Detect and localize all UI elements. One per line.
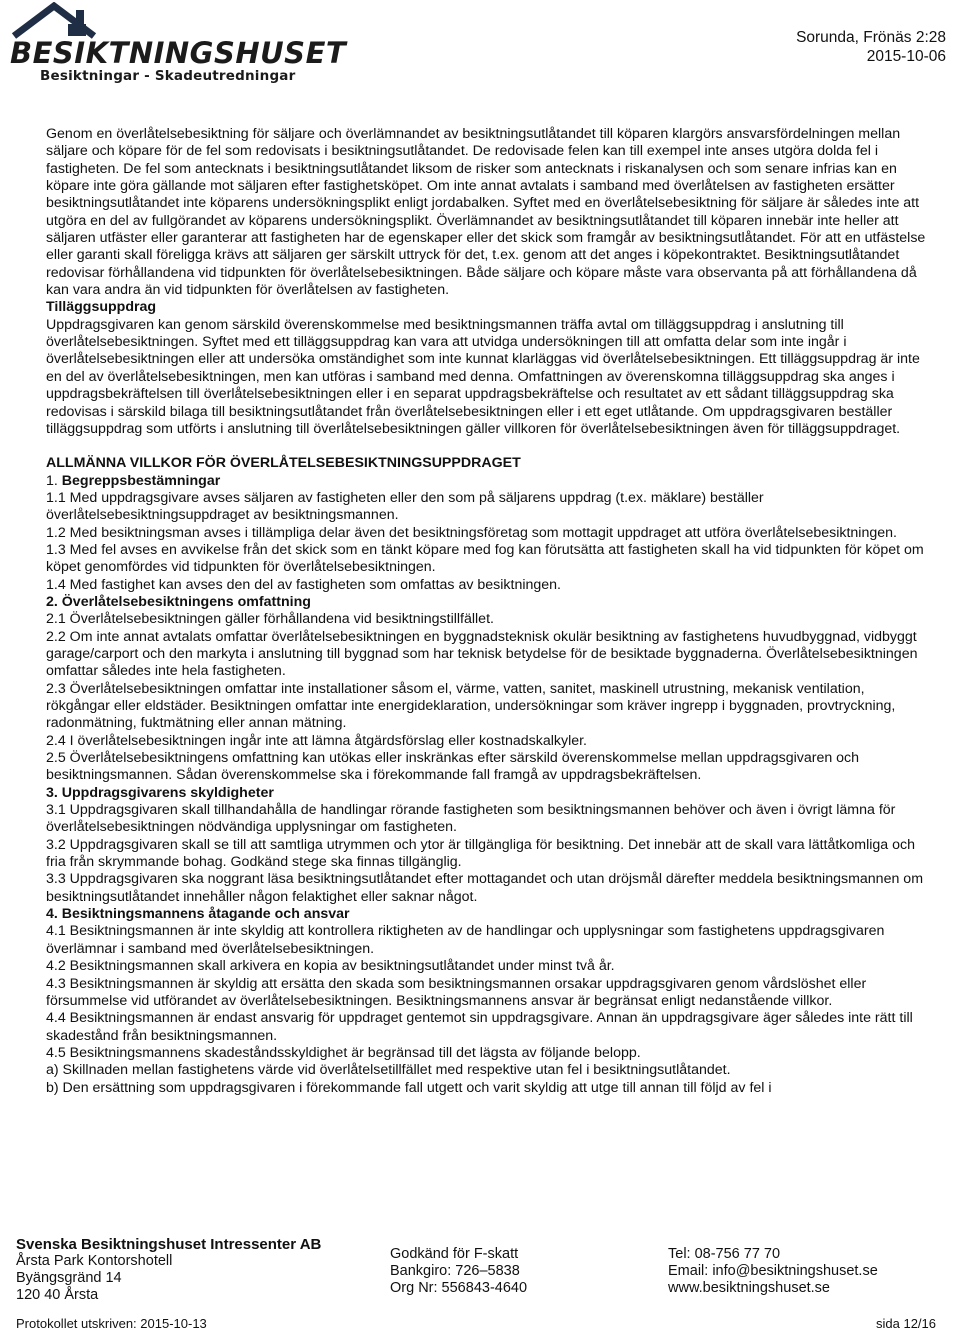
footer-address-line-2: Byängsgränd 14	[16, 1270, 122, 1286]
footer-registration-block	[390, 1246, 527, 1297]
clause-4-3: 4.3 Besiktningsmannen är skyldig att ersätta den skada som besiktningsmannen orsakar uppdragsgivaren genom vårdslöshet eller försummelse vid utförandet av överlåtelsebesiktningen. Besiktningsmannens ansvar är begränsat enligt nedanstående villkor.	[46, 975, 867, 1009]
clause-1-2: 1.2 Med besiktningsman avses i tillämpliga delar även det besiktningsföretag som mottagit uppdraget att utföra överlåtelsebesiktningen.	[46, 524, 897, 541]
clause-4-2: 4.2 Besiktningsmannen skall arkivera en kopia av besiktningsutlåtandet under minst två år.	[46, 958, 615, 975]
clause-2-1: 2.1 Överlåtelsebesiktningen gäller förhållandena vid besiktningstillfället.	[46, 611, 494, 628]
clause-4-5-b: b) Den ersättning som uppdragsgivaren i förekommande fall utgett och varit skyldig att utge till annan till följd av fel i	[46, 1079, 772, 1096]
company-logo	[6, 2, 347, 88]
clause-4-1: 4.1 Besiktningsmannen är inte skyldig att kontrollera riktigheten av de handlingar och upplysningar som fastighetens uppdragsgivaren överlämnar i samband med överlåtelsebesiktningen.	[46, 923, 885, 957]
intro-paragraph: Genom en överlåtelsebesiktning för säljare och överlämnandet av besiktningsutlåtandet till köparen klargörs ansvarsfördelningen mellan säljare och köpare för de fel som redovisats i besiktningsutlåtandet. De redovisade felen kan till exempel inte anses utgöra dolda fel i fastigheten. De fel som antecknats i besiktningsutlåtandet liksom de risker som antecknats i riskanalysen och som senare infrias kan en köpare inte göra gällande mot säljaren efter fastighetsköpet. Om inte annat avtalats i samband med överlåtelsen av fastigheten ersätter besiktningsutlåtandet inte köparens undersökningsplikt enligt jordabalken. Syftet med en överlåtelsebesiktning för säljare är således inte att utgöra en del av fullgörandet av köparens undersökningsplikt. Överlämnandet av besiktningsutlåtandet till köparen innebär inte heller att säljaren utfäster eller garanterar att fastigheten har de egenskaper eller det skick som framgår av besiktningsutlåtandet. För att en utfästelse eller garanti skall föreligga krävs att säljaren ger särskilt uttryck för det, t.ex. genom att det anges i köpekontraktet. Besiktningsutlåtandet redovisar förhållandena vid tidpunkten för överlåtelsebesiktningen. Både säljare och köpare måste vara observanta på att förhållandena då kan vara andra än vid tidpunkten för överlåtelsen av fastigheten.	[46, 126, 926, 299]
footer-orgnr: Org Nr: 556843-4640	[390, 1280, 528, 1296]
clause-2-3: 2.3 Överlåtelsebesiktningen omfattar inte installationer såsom el, värme, vatten, sanitet, maskinell utrustning, mekanisk ventilation, rökgångar eller eldstäder. Besiktningen omfattar inte energideklaration, undersökningar som kräver ingrepp i byggnaden, provtryckning, radonmätning, fuktmätning eller annan mätning.	[46, 680, 896, 732]
footer-bankgiro: Bankgiro: 726–5838	[390, 1263, 520, 1279]
heading-allmanna-villkor: ALLMÄNNA VILLKOR FÖR ÖVERLÅTELSEBESIKTNINGSUPPDRAGET	[46, 455, 521, 472]
clause-3-1: 3.1 Uppdragsgivaren skall tillhandahålla de handlingar rörande fastigheten som besiktningsmannen behöver och även i övrigt lämna för överlåtelsebesiktningen nödvändiga upplysningar om fastigheten.	[46, 802, 896, 836]
clause-2-5: 2.5 Överlåtelsebesiktningens omfattning kan utökas eller inskränkas efter särskild överenskommelse mellan uppdragsgivaren och besiktningsmannen. Sådan överenskommelse ska i förekommande fall framgå av uppdragsbekräftelsen.	[46, 750, 860, 784]
printed-date: Protokollet utskriven: 2015-10-13	[16, 1316, 207, 1331]
clause-3-2: 3.2 Uppdragsgivaren skall se till att samtliga utrymmen och ytor är tillgängliga för besiktning. Det innebär att de skall vara lättåtkomliga och fria från skrymmande bohag. Godkänd stege ska finnas tillgänglig.	[46, 836, 916, 871]
footer-address-line-1: Årsta Park Kontorshotell	[16, 1253, 173, 1269]
page-header	[0, 0, 960, 100]
clause-1-1: 1.1 Med uppdragsgivare avses säljaren av fastigheten eller den som på säljarens uppdrag (t.ex. mäklare) beställer överlåtelsebesiktningsuppdraget av besiktningsmannen.	[46, 489, 764, 524]
footer-email: Email: info@besiktningshuset.se	[668, 1263, 878, 1279]
section-2-title: 2. Överlåtelsebesiktningens omfattning	[46, 593, 311, 610]
clause-4-5: 4.5 Besiktningsmannens skadeståndsskyldighet är begränsad till det lägsta av följande belopp.	[46, 1044, 641, 1061]
section-1-title: Begreppsbestämningar	[61, 472, 221, 489]
report-date: 2015-10-06	[866, 48, 946, 65]
section-3-title: 3. Uppdragsgivarens skyldigheter	[46, 784, 274, 801]
footer-phone: Tel: 08-756 77 70	[668, 1246, 781, 1262]
clause-1-4: 1.4 Med fastighet kan avses den del av fastigheten som omfattas av besiktningen.	[46, 576, 561, 593]
footer-fskatt: Godkänd för F-skatt	[390, 1246, 519, 1262]
clause-4-4: 4.4 Besiktningsmannen är endast ansvarig för uppdraget gentemot sin uppdragsgivare. Annan än uppdragsgivare äger således inte rätt till skadestånd från besiktningsmannen.	[46, 1010, 913, 1044]
logo-wordmark: BESIKTNINGSHUSET	[10, 36, 347, 70]
clause-2-4: 2.4 I överlåtelsebesiktningen ingår inte att lämna åtgärdsförslag eller kostnadskalkyler.	[46, 732, 588, 749]
clause-4-5-a: a) Skillnaden mellan fastighetens värde vid överlåtelsetillfället med respektive utan fel i besiktningsutlåtandet.	[46, 1062, 731, 1079]
document-body	[46, 126, 926, 1097]
heading-tillaggsuppdrag: Tilläggsuppdrag	[46, 299, 157, 316]
clause-2-2: 2.2 Om inte annat avtalats omfattar överlåtelsebesiktningen en byggnadsteknisk okulär besiktning av fastighetens huvudbyggnad, vidbyggt garage/carport och den markyta i anslutning till byggnad som har teknisk betydelse för de besiktade byggnaderna. Överlåtelsebesiktningen omfattar således inte hela fastigheten.	[46, 628, 918, 680]
footer-company-name: Svenska Besiktningshuset Intressenter AB	[16, 1236, 322, 1253]
section-1-heading	[46, 473, 926, 490]
clause-1-3: 1.3 Med fel avses en avvikelse från det skick som en tänkt köpare med fog kan förutsätta att fastigheten skall ha vid tidpunkten för köpet om köpet genomfördes vid tidpunkten för överlåtelsebesiktningen.	[46, 541, 924, 576]
footer-website: www.besiktningshuset.se	[668, 1280, 830, 1296]
footer-company-block	[16, 1236, 321, 1304]
site-info	[796, 28, 946, 66]
tillaggsuppdrag-paragraph: Uppdragsgivaren kan genom särskild överenskommelse med besiktningsmannen träffa avtal om tilläggsuppdrag i anslutning till överlåtelsebesiktningen. Syftet med ett tilläggsuppdrag kan vara att utvidga undersökningen till att omfatta delar som inte ingår i överlåtelsebesiktningen eller att undersöka omständighet som inte kunnat klarläggas vid överlåtelsebesiktningen. Ett tilläggsuppdrag är inte en del av överlåtelsebesiktningen, men kan utföras i samband med denna. Omfattningen av överenskomna tilläggsuppdrag ska anges i uppdragsbekräftelsen till överlåtelsebesiktningen eller i en separat uppdragsbekräftelse och resultatet av ett sådant tilläggsuppdrag ska redovisas i särskild bilaga till besiktningsutlåtandet från överlåtelsebesiktningen eller i ett eget utlåtande. Om uppdragsgivaren beställer tilläggsuppdrag som utförts i anslutning till överlåtelsebesiktningen gäller villkoren för överlåtelsebesiktningen även för tilläggsuppdraget.	[46, 316, 920, 437]
page-number: sida 12/16	[876, 1316, 936, 1331]
clause-3-3: 3.3 Uppdragsgivaren ska noggrant läsa besiktningsutlåtandet efter mottagandet och utan dröjsmål därefter meddela besiktningsmannen om besiktningsutlåtandet innehåller någon felaktighet eller saknar något.	[46, 871, 924, 905]
footer-address-line-3: 120 40 Årsta	[16, 1287, 99, 1303]
site-location: Sorunda, Frönäs 2:28	[796, 29, 946, 46]
section-1-number: 1.	[46, 472, 62, 489]
section-4-title: 4. Besiktningsmannens åtagande och ansvar	[46, 906, 350, 923]
logo-tagline: Besiktningar - Skadeutredningar	[40, 68, 296, 84]
footer-contact-block	[668, 1246, 878, 1297]
